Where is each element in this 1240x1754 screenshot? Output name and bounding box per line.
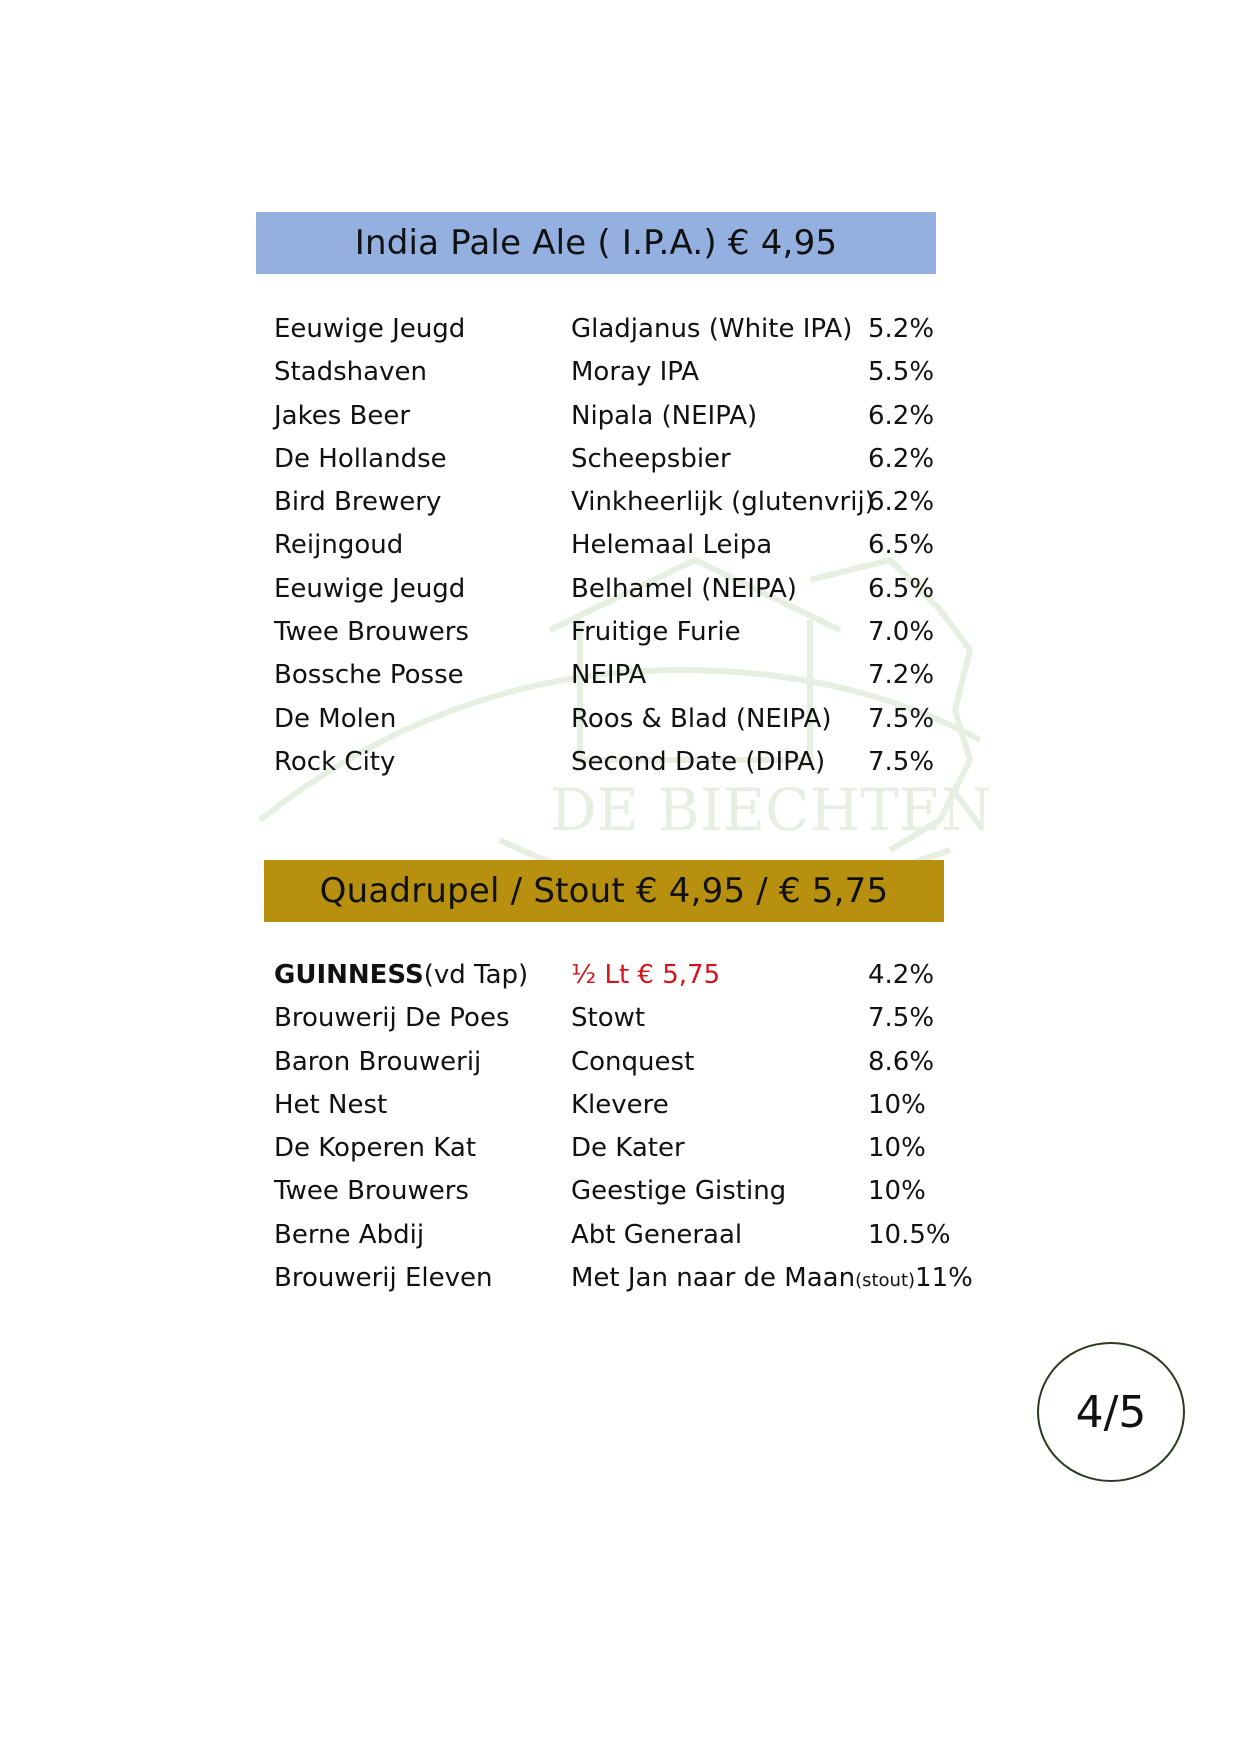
- ipa-section-header: [256, 212, 936, 274]
- beer-row-eleven: [274, 1257, 974, 1300]
- abv-value: 5.2%: [868, 314, 935, 344]
- brewery-name: De Koperen Kat: [274, 1133, 477, 1164]
- beer-name: Vinkheerlijk (glutenvrij): [571, 487, 875, 518]
- abv-value: 11%: [915, 1263, 973, 1294]
- brewery-name: Berne Abdij: [274, 1219, 425, 1250]
- beer-name: Scheepsbier: [571, 443, 731, 474]
- beer-name: [571, 1257, 973, 1302]
- abv-value: 5.5%: [868, 357, 935, 388]
- beer-name: Conquest: [571, 1046, 695, 1077]
- brewery-name: Bossche Posse: [274, 660, 464, 691]
- abv-value: 6.2%: [868, 443, 935, 474]
- beer-row: [274, 351, 974, 394]
- beer-row: [274, 698, 974, 741]
- brewery-name: Eeuwige Jeugd: [274, 573, 466, 604]
- abv-value: 6.2%: [868, 487, 935, 518]
- beer-name: Klevere: [571, 1089, 669, 1120]
- beer-name-text: Met Jan naar de Maan: [571, 1263, 856, 1294]
- beer-name: Stowt: [571, 1003, 646, 1034]
- brewery-name: Brouwerij Eleven: [274, 1263, 493, 1294]
- brewery-name: Bird Brewery: [274, 487, 442, 518]
- beer-row: [274, 568, 974, 611]
- beer-name: Roos & Blad (NEIPA): [571, 703, 832, 734]
- brewery-name: Eeuwige Jeugd: [274, 314, 466, 344]
- quad-header-text: Quadrupel / Stout € 4,95 / € 5,75: [319, 871, 889, 911]
- page-number-badge: [1037, 1342, 1185, 1482]
- beer-row: [274, 741, 974, 784]
- brewery-name: Baron Brouwerij: [274, 1046, 482, 1077]
- beer-name: Nipala (NEIPA): [571, 400, 758, 431]
- brewery-name: De Hollandse: [274, 443, 447, 474]
- beer-name: Second Date (DIPA): [571, 746, 826, 777]
- beer-name: Geestige Gisting: [571, 1176, 787, 1207]
- beer-row: [274, 1127, 974, 1170]
- beer-row: [274, 1084, 974, 1127]
- abv-value: 6.5%: [868, 573, 935, 604]
- abv-value: 7.5%: [868, 703, 935, 734]
- guinness-brand: GUINNESS: [274, 960, 424, 990]
- guinness-price: ½ Lt € 5,75: [571, 960, 721, 990]
- beer-row-guinness: [274, 954, 974, 997]
- brewery-name: Rock City: [274, 746, 396, 777]
- beer-row: [274, 524, 974, 567]
- abv-value: 10.5%: [868, 1219, 951, 1250]
- beer-name: Fruitige Furie: [571, 617, 741, 648]
- guinness-suffix: (vd Tap): [423, 960, 529, 990]
- brewery-name: Stadshaven: [274, 357, 427, 388]
- beer-row: [274, 395, 974, 438]
- beer-row: [274, 1214, 974, 1257]
- abv-value: 8.6%: [868, 1046, 935, 1077]
- brewery-name: Twee Brouwers: [274, 1176, 469, 1207]
- beer-row: [274, 481, 974, 524]
- brewery-name: Het Nest: [274, 1089, 388, 1120]
- brewery-name: De Molen: [274, 703, 397, 734]
- ipa-beer-list: [274, 308, 974, 784]
- abv-value: 6.2%: [868, 400, 935, 431]
- abv-value: 7.5%: [868, 746, 935, 777]
- brewery-name: Twee Brouwers: [274, 617, 469, 648]
- abv-value: 7.0%: [868, 617, 935, 648]
- beer-name: Abt Generaal: [571, 1219, 743, 1250]
- beer-name: De Kater: [571, 1133, 685, 1164]
- abv-value: 6.5%: [868, 530, 935, 561]
- abv-value: 4.2%: [868, 960, 935, 990]
- abv-value: 7.5%: [868, 1003, 935, 1034]
- page-number: 4/5: [1075, 1386, 1147, 1438]
- watermark-text: DE BIECHTEN: [550, 776, 990, 844]
- beer-name: Gladjanus (White IPA): [571, 314, 853, 344]
- abv-value: 10%: [868, 1089, 926, 1120]
- brewery-name: Jakes Beer: [274, 400, 411, 431]
- beer-row: [274, 308, 974, 351]
- brewery-name: Reijngoud: [274, 530, 404, 561]
- quad-stout-section-header: [264, 860, 944, 922]
- brewery-name: [274, 954, 529, 997]
- beer-name: Belhamel (NEIPA): [571, 573, 797, 604]
- beer-row: [274, 1170, 974, 1213]
- beer-row: [274, 654, 974, 697]
- beer-name: Moray IPA: [571, 357, 700, 388]
- beer-row: [274, 997, 974, 1040]
- beer-name: NEIPA: [571, 660, 647, 691]
- abv-value: 10%: [868, 1176, 926, 1207]
- beer-row: [274, 1041, 974, 1084]
- quad-stout-beer-list: [274, 954, 974, 1300]
- beer-note: (stout): [855, 1270, 916, 1292]
- abv-value: 7.2%: [868, 660, 935, 691]
- beer-name: Helemaal Leipa: [571, 530, 773, 561]
- beer-row: [274, 611, 974, 654]
- beer-row: [274, 438, 974, 481]
- abv-value: 10%: [868, 1133, 926, 1164]
- ipa-header-text: India Pale Ale ( I.P.A.) € 4,95: [354, 223, 838, 263]
- brewery-name: Brouwerij De Poes: [274, 1003, 510, 1034]
